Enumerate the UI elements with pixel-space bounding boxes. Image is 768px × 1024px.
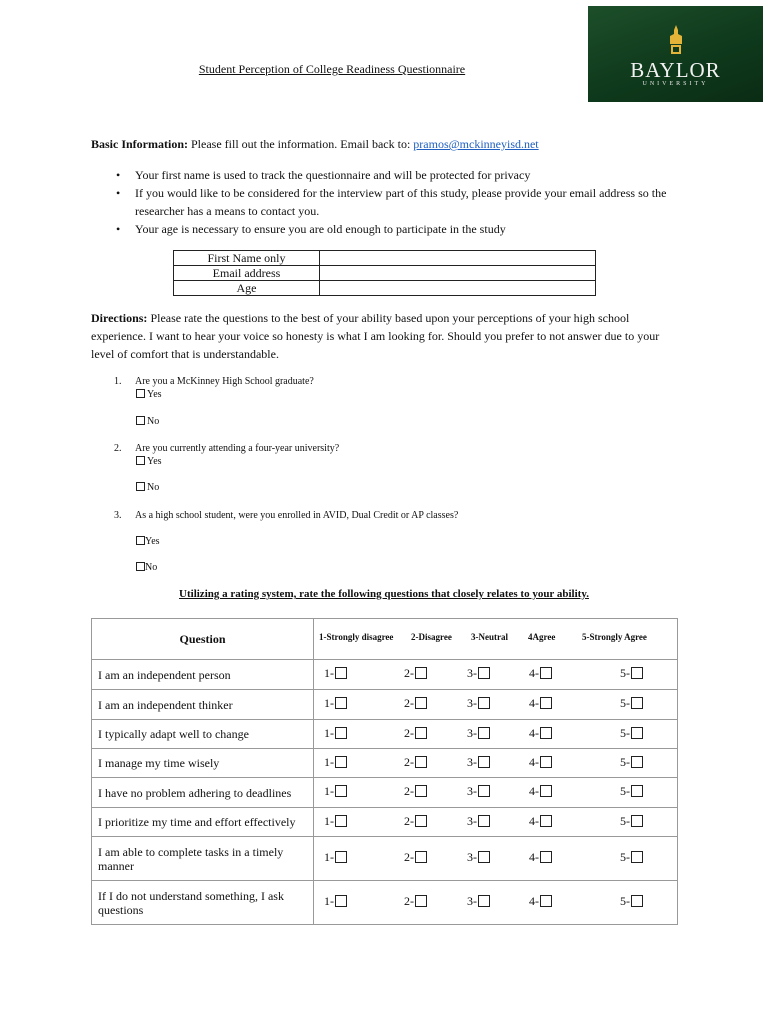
- rating-option-label: 1-: [324, 755, 334, 769]
- question-column-header: Question: [92, 619, 314, 660]
- rating-option-5[interactable]: [620, 666, 645, 681]
- question-number: 3.: [114, 510, 122, 521]
- rating-choices: [314, 778, 678, 808]
- rating-row: [92, 881, 678, 925]
- rating-option-label: 4-: [529, 755, 539, 769]
- rating-choices: [314, 690, 678, 720]
- checkbox-icon[interactable]: [540, 815, 552, 827]
- rating-option-2[interactable]: [404, 726, 429, 741]
- checkbox-icon[interactable]: [540, 697, 552, 709]
- baylor-logo: [588, 6, 763, 102]
- rating-option-3[interactable]: [467, 696, 492, 711]
- rating-option-1[interactable]: [324, 894, 349, 909]
- rating-option-4[interactable]: [529, 726, 554, 741]
- bullet-icon: •: [116, 168, 121, 182]
- rating-option-2[interactable]: [404, 666, 429, 681]
- basic-info-text: Please fill out the information. Email back to:: [188, 137, 414, 151]
- checkbox-icon[interactable]: [478, 667, 490, 679]
- rating-option-3[interactable]: [467, 894, 492, 909]
- checkbox-icon[interactable]: [631, 785, 643, 797]
- rating-option-4[interactable]: [529, 666, 554, 681]
- rating-choices: [314, 881, 678, 925]
- checkbox-icon[interactable]: [415, 697, 427, 709]
- rating-option-label: 4-: [529, 784, 539, 798]
- rating-row: [92, 660, 678, 690]
- rating-option-label: 2-: [404, 726, 414, 740]
- checkbox-icon[interactable]: [136, 482, 145, 491]
- bullet-text: Your age is necessary to ensure you are old enough to participate in the study: [135, 222, 506, 236]
- rating-option-1[interactable]: [324, 726, 349, 741]
- rating-option-label: 1-: [324, 814, 334, 828]
- rating-option-label: 3-: [467, 696, 477, 710]
- rating-question: I have no problem adhering to deadlines: [92, 778, 314, 808]
- rating-option-label: 1-: [324, 850, 334, 864]
- rating-option-4[interactable]: [529, 755, 554, 770]
- rating-option-label: 1-: [324, 784, 334, 798]
- rating-option-label: 3-: [467, 894, 477, 908]
- table-row: [174, 266, 596, 281]
- q1-option-yes[interactable]: [136, 389, 162, 401]
- rating-option-2[interactable]: [404, 755, 429, 770]
- checkbox-icon[interactable]: [335, 815, 347, 827]
- rating-option-5[interactable]: [620, 894, 645, 909]
- checkbox-icon[interactable]: [631, 756, 643, 768]
- rating-option-label: 2-: [404, 814, 414, 828]
- rating-option-1[interactable]: [324, 814, 349, 829]
- logo-wordmark: BAYLOR: [630, 58, 721, 82]
- option-label: Yes: [147, 389, 162, 400]
- rating-option-1[interactable]: [324, 696, 349, 711]
- rating-heading: Utilizing a rating system, rate the following questions that closely relates to your ability.: [179, 588, 589, 600]
- rating-choices: [314, 660, 678, 690]
- rating-table: [91, 618, 678, 925]
- rating-option-label: 1-: [324, 894, 334, 908]
- scale-header: 5-Strongly Agree: [582, 632, 647, 642]
- checkbox-icon[interactable]: [335, 727, 347, 739]
- rating-option-label: 2-: [404, 784, 414, 798]
- checkbox-icon[interactable]: [136, 456, 145, 465]
- checkbox-icon[interactable]: [540, 756, 552, 768]
- rating-option-label: 4-: [529, 696, 539, 710]
- rating-option-label: 4-: [529, 814, 539, 828]
- checkbox-icon[interactable]: [335, 785, 347, 797]
- rating-option-4[interactable]: [529, 894, 554, 909]
- rating-question: I am an independent person: [92, 660, 314, 690]
- rating-option-2[interactable]: [404, 784, 429, 799]
- rating-option-5[interactable]: [620, 755, 645, 770]
- checkbox-icon[interactable]: [631, 815, 643, 827]
- rating-option-label: 2-: [404, 894, 414, 908]
- rating-question: I am able to complete tasks in a timely manner: [92, 837, 314, 881]
- checkbox-icon[interactable]: [136, 536, 145, 545]
- rating-option-label: 5-: [620, 894, 630, 908]
- rating-choices: [314, 749, 678, 778]
- rating-choices: [314, 720, 678, 749]
- bullet-text: Your first name is used to track the questionnaire and will be protected for privacy: [135, 168, 531, 182]
- rating-option-label: 5-: [620, 814, 630, 828]
- rating-option-5[interactable]: [620, 726, 645, 741]
- checkbox-icon[interactable]: [478, 851, 490, 863]
- question-text: Are you currently attending a four-year university?: [135, 443, 340, 454]
- first-name-field[interactable]: [320, 251, 596, 266]
- rating-header-row: [92, 619, 678, 660]
- rating-question: I manage my time wisely: [92, 749, 314, 778]
- rating-option-4[interactable]: [529, 814, 554, 829]
- scale-header: 2-Disagree: [411, 632, 452, 642]
- checkbox-icon[interactable]: [478, 727, 490, 739]
- rating-option-label: 2-: [404, 666, 414, 680]
- age-field[interactable]: [320, 281, 596, 296]
- option-label: No: [147, 416, 160, 427]
- rating-option-5[interactable]: [620, 696, 645, 711]
- q1-option-no[interactable]: [136, 416, 159, 428]
- scale-header: 4Agree: [528, 632, 556, 642]
- option-label: No: [147, 482, 160, 493]
- rating-option-label: 1-: [324, 726, 334, 740]
- rating-option-3[interactable]: [467, 784, 492, 799]
- directions: [91, 309, 681, 363]
- rating-option-2[interactable]: [404, 814, 429, 829]
- question-text: Are you a McKinney High School graduate?: [135, 376, 314, 387]
- directions-text: Please rate the questions to the best of your ability based upon your perceptions of your high school experience. I want to hear your voice so honesty is what I am looking for. Should you prefer to not answer due to your level of comfort that is understandable.: [91, 311, 660, 361]
- rating-option-label: 4-: [529, 894, 539, 908]
- rating-option-3[interactable]: [467, 726, 492, 741]
- email-address-label: Email address: [174, 266, 320, 281]
- checkbox-icon[interactable]: [335, 756, 347, 768]
- rating-option-5[interactable]: [620, 784, 645, 799]
- rating-option-label: 3-: [467, 726, 477, 740]
- rating-option-1[interactable]: [324, 850, 349, 865]
- checkbox-icon[interactable]: [335, 697, 347, 709]
- q2-option-yes[interactable]: [136, 456, 162, 468]
- scale-header: 3-Neutral: [471, 632, 508, 642]
- rating-option-2[interactable]: [404, 696, 429, 711]
- checkbox-icon[interactable]: [335, 667, 347, 679]
- checkbox-icon[interactable]: [540, 851, 552, 863]
- rating-row: [92, 778, 678, 808]
- basic-info-label: Basic Information:: [91, 137, 188, 151]
- checkbox-icon[interactable]: [631, 697, 643, 709]
- q3-option-no[interactable]: [136, 562, 157, 574]
- checkbox-icon[interactable]: [335, 895, 347, 907]
- rating-option-label: 3-: [467, 850, 477, 864]
- checkbox-icon[interactable]: [478, 697, 490, 709]
- rating-option-4[interactable]: [529, 696, 554, 711]
- rating-option-3[interactable]: [467, 666, 492, 681]
- rating-question: If I do not understand something, I ask questions: [92, 881, 314, 925]
- rating-choices: [314, 808, 678, 837]
- document-title: Student Perception of College Readiness Questionnaire: [198, 62, 466, 76]
- rating-row: [92, 749, 678, 778]
- checkbox-icon[interactable]: [540, 667, 552, 679]
- checkbox-icon[interactable]: [136, 389, 145, 398]
- rating-option-5[interactable]: [620, 814, 645, 829]
- rating-option-label: 5-: [620, 784, 630, 798]
- rating-option-label: 5-: [620, 726, 630, 740]
- rating-row: [92, 690, 678, 720]
- rating-option-2[interactable]: [404, 894, 429, 909]
- directions-label: Directions:: [91, 311, 148, 325]
- first-name-label: First Name only: [174, 251, 320, 266]
- rating-choices: [314, 837, 678, 881]
- rating-option-label: 4-: [529, 666, 539, 680]
- checkbox-icon[interactable]: [478, 785, 490, 797]
- checkbox-icon[interactable]: [415, 756, 427, 768]
- checkbox-icon[interactable]: [415, 851, 427, 863]
- rating-option-label: 5-: [620, 850, 630, 864]
- checkbox-icon[interactable]: [540, 895, 552, 907]
- email-address-field[interactable]: [320, 266, 596, 281]
- logo-subtext: UNIVERSITY: [642, 81, 709, 87]
- question-number: 1.: [114, 376, 122, 387]
- table-row: [174, 281, 596, 296]
- checkbox-icon[interactable]: [478, 756, 490, 768]
- checkbox-icon[interactable]: [335, 851, 347, 863]
- rating-option-1[interactable]: [324, 666, 349, 681]
- rating-option-label: 2-: [404, 696, 414, 710]
- rating-option-label: 3-: [467, 755, 477, 769]
- rating-option-label: 3-: [467, 666, 477, 680]
- rating-option-label: 3-: [467, 784, 477, 798]
- checkbox-icon[interactable]: [136, 562, 145, 571]
- question-number: 2.: [114, 443, 122, 454]
- rating-option-label: 2-: [404, 850, 414, 864]
- option-label: Yes: [145, 536, 160, 547]
- rating-option-label: 3-: [467, 814, 477, 828]
- checkbox-icon[interactable]: [415, 785, 427, 797]
- scale-header-cell: [314, 619, 678, 660]
- scale-header: 1-Strongly disagree: [319, 632, 394, 642]
- q2-option-no[interactable]: [136, 482, 159, 494]
- option-label: No: [145, 562, 158, 573]
- rating-option-label: 2-: [404, 755, 414, 769]
- q3-option-yes[interactable]: [136, 536, 160, 548]
- checkbox-icon[interactable]: [631, 667, 643, 679]
- bullet-text: If you would like to be considered for the interview part of this study, please provide your email address so the researcher has a means to contact you.: [135, 186, 667, 218]
- rating-option-4[interactable]: [529, 850, 554, 865]
- checkbox-icon[interactable]: [415, 815, 427, 827]
- rating-option-5[interactable]: [620, 850, 645, 865]
- checkbox-icon[interactable]: [478, 895, 490, 907]
- bullet-icon: •: [116, 186, 121, 200]
- checkbox-icon[interactable]: [631, 895, 643, 907]
- checkbox-icon[interactable]: [631, 851, 643, 863]
- rating-option-1[interactable]: [324, 784, 349, 799]
- checkbox-icon[interactable]: [415, 667, 427, 679]
- basic-info-table: [173, 250, 596, 296]
- rating-question: I typically adapt well to change: [92, 720, 314, 749]
- checkbox-icon[interactable]: [415, 895, 427, 907]
- question-text: As a high school student, were you enrolled in AVID, Dual Credit or AP classes?: [135, 510, 459, 521]
- rating-question: I am an independent thinker: [92, 690, 314, 720]
- rating-row: [92, 720, 678, 749]
- rating-option-2[interactable]: [404, 850, 429, 865]
- rating-option-label: 4-: [529, 850, 539, 864]
- table-row: [174, 251, 596, 266]
- rating-option-label: 5-: [620, 666, 630, 680]
- rating-row: [92, 808, 678, 837]
- rating-option-label: 1-: [324, 696, 334, 710]
- rating-option-label: 5-: [620, 755, 630, 769]
- rating-row: [92, 837, 678, 881]
- age-label: Age: [174, 281, 320, 296]
- baylor-seal-icon: [666, 24, 686, 58]
- email-link[interactable]: pramos@mckinneyisd.net: [413, 137, 539, 151]
- checkbox-icon[interactable]: [478, 815, 490, 827]
- checkbox-icon[interactable]: [136, 416, 145, 425]
- rating-question: I prioritize my time and effort effectively: [92, 808, 314, 837]
- rating-option-label: 5-: [620, 696, 630, 710]
- bullet-icon: •: [116, 222, 121, 236]
- rating-option-label: 4-: [529, 726, 539, 740]
- rating-option-1[interactable]: [324, 755, 349, 770]
- checkbox-icon[interactable]: [415, 727, 427, 739]
- rating-option-3[interactable]: [467, 814, 492, 829]
- checkbox-icon[interactable]: [540, 727, 552, 739]
- checkbox-icon[interactable]: [540, 785, 552, 797]
- basic-information: [91, 135, 539, 153]
- option-label: Yes: [147, 456, 162, 467]
- rating-option-label: 1-: [324, 666, 334, 680]
- rating-option-4[interactable]: [529, 784, 554, 799]
- rating-option-3[interactable]: [467, 755, 492, 770]
- rating-option-3[interactable]: [467, 850, 492, 865]
- checkbox-icon[interactable]: [631, 727, 643, 739]
